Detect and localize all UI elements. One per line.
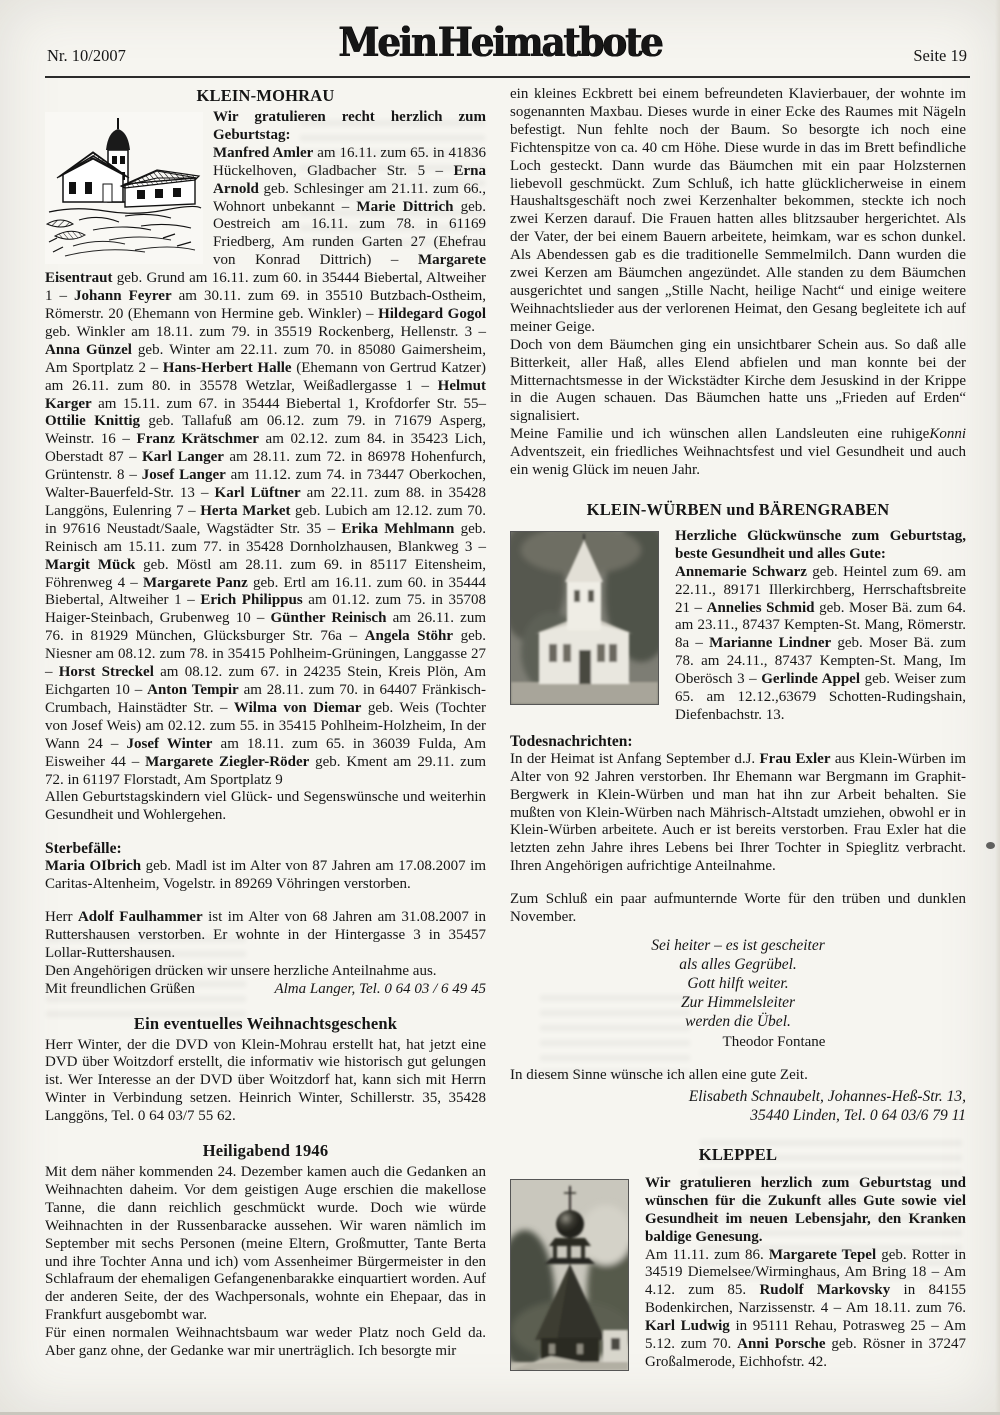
signature-line: 35440 Linden, Tel. 0 64 03/6 79 11 <box>750 1106 966 1124</box>
continuation-text-1: ein kleines Eckbrett bei einem befreundeten Klavierbauer, der wohnte im sogenannten Maxbau. Dieses wurde in einer Ecke des Raumes mit Nägeln befestigt. Nun fehlte noch der Baum. So besorgte ich noch eine Fichtenspitze von ca. 40 cm Höhe. Diese wurde in das im Brett befindliche Loch gesteckt. Dann wurde das Bäumchen mit ein paar Holzsternen liebevoll geschmückt. Zum Schluß, ich hatte glücklicherweise in einem Haushaltsgeschäft noch zwei Kerzenhalter bekommen, steckte ich noch zwei Kerzen darauf. Die Frauen hatten alles blitzsauber hergerichtet. Als der Vater, der bei einem Bauern arbeitete, heimkam, war es schon dunkel. Als Abendessen gab es die traditionelle Semmelmilch. Dann wurden die zwei Kerzen am Bäumchen angezündet. Alle standen zu dem Bäumchen ausgerichtet und sangen „Stille Nacht, heilige Nacht“ und einige weitere Weihnachtslieder aus der verlorenen Heimat, den Gesang begleitete ich auf meiner Geige. <box>510 86 966 335</box>
signature-schnaubelt <box>510 1087 966 1125</box>
klein-mohrau-intro: Wir gratulieren recht herzlich zum Geburtstag: <box>213 109 486 143</box>
section-klein-mohrau <box>45 109 486 825</box>
closing-wish: In diesem Sinne wünsche ich allen eine gute Zeit. <box>510 1066 808 1083</box>
todesnachrichten-title: Todesnachrichten: <box>510 732 633 750</box>
section-heiligabend-continuation <box>510 86 966 480</box>
poem-line: Gott hilft weiter. <box>687 974 789 992</box>
kleppel-birthday-list: Am 11.11. zum 86. Margarete Tepel geb. Rotter in 34519 Diemelsee/Wirminghaus, Am Bring 18 – Am 4.12. zum 85. Rudolf Markovsky in 84155 Bodenkirchen, Narzissenstr. 4 – Am 18.11. zum 76. Karl Ludwig in 95111 Rehau, Potrasweg 25 – Am 5.12. zum 70. Anni Porsche geb. Rösner in 37247 Großalmerode, Eichhofstr. 42. <box>645 1246 967 1370</box>
todesnachrichten-exler: In der Heimat ist Anfang September d.J. Frau Exler aus Klein-Würben im Alter von 92 Jahren verstorben. Ihr Ehemann war Bergmann im Graphit-Bergwerk in Klein-Würben und man hat ihn zur Arbeit behalten. Sie mußten von Klein-Würben nach Mährisch-Altstadt umziehen, obwohl er in Klein-Würben arbeitete. Auch er ist bereits verstorben. Frau Exler hat die letzten zehn Jahre ihres Lebens bei Ihrer Tochter in Spieglitz verbracht. Ihren Angehörigen aufrichtige Anteilnahme. <box>510 750 966 875</box>
todesnachrichten-november: Zum Schluß ein paar aufmunternde Worte für den trüben und dunklen November. <box>510 891 966 926</box>
section-heiligabend <box>45 1141 486 1361</box>
issue-number: Nr. 10/2007 <box>47 46 126 65</box>
poem-line: Sei heiter – es ist gescheiter <box>651 936 825 954</box>
klein-wuerben-birthday-list: Annemarie Schwarz geb. Heintel zum 69. am 22.11., 89171 Illerkirchberg, Herrschaftsbreite 21 – Annelies Schmid geb. Moser Bä. zum 64. am 23.11., 87437 Kempten-St. Mang, Römerstr. 8a – Marianne Lindner geb. Moser Bä. zum 78. am 24.11., 87437 Kempten-St. Mang, Im Oberösch 3 – Gerlinde Appel geb. Weiser zum 65. am 12.12.,63679 Schotten-Rudingshain, Diefenbachstr. 13. <box>675 563 967 723</box>
sterbefaelle-olbrich: Maria OIbrich geb. Madl ist im Alter von 87 Jahren am 17.08.2007 im Caritas-Altenheim, Vogelstr. in 89269 Vöhringen verstorben. <box>45 858 486 893</box>
heiligabend-title: Heiligabend 1946 <box>202 1141 329 1161</box>
sterbefaelle-title: Sterbefälle: <box>45 840 122 858</box>
sterbefaelle-condolence: Den Angehörigen drücken wir unsere herzliche Anteilnahme aus. <box>45 962 437 979</box>
section-todesnachrichten <box>510 733 966 927</box>
right-column <box>510 86 966 1375</box>
poem-fontane <box>510 936 966 1052</box>
section-weihnachtsgeschenk <box>45 1014 486 1127</box>
poem-line: Zur Himmelsleiter <box>680 993 796 1011</box>
author-konni: Konni <box>929 426 966 443</box>
weihnachtsgeschenk-title: Ein eventuelles Weihnachtsgeschenk <box>133 1013 398 1033</box>
klein-wuerben-title: KLEIN-WÜRBEN und BÄRENGRABEN <box>586 499 890 519</box>
kleppel-intro: Wir gratulieren herzlich zum Geburtstag und wünschen für die Zukunft alles Gute sowie viel Gesundheit im neuen Lebensjahr, den Kranken baldige Genesung. <box>645 1174 966 1245</box>
kleppel-bell-tower-photo <box>510 1179 629 1371</box>
weihnachtsgeschenk-text: Herr Winter, der die DVD von Klein-Mohrau erstellt hat, hat jetzt eine DVD über Woitzdorf erstellt, die informativ wie historisch gut gelungen ist. Wer Interesse an der DVD über Woitzdorf hat, kann sich mit Herrn Winter in Verbindung setzen. Heinrich Winter, Schillerstr. 35, 35428 Langgöns, Tel. 0 64 03/7 55 62. <box>45 1036 486 1125</box>
sterbefaelle-signature-row <box>45 981 486 999</box>
masthead-logo: Mein Heimatbote <box>338 18 662 66</box>
klein-mohrau-village-drawing <box>45 112 203 264</box>
poem-line: als alles Gegrübel. <box>679 955 797 973</box>
ink-speck <box>986 842 995 849</box>
signature-line: Elisabeth Schnaubelt, Johannes-Heß-Str. 13, <box>688 1087 966 1105</box>
sterbefaelle-faulhammer: Herr Adolf Faulhammer ist im Alter von 68 Jahren am 31.08.2007 in Ruttershausen verstorben. Er wohnte in der Hintergasse 3 in 35457 Lollar-Ruttershausen. <box>45 908 487 961</box>
section-sterbefaelle <box>45 840 486 998</box>
section-klein-wuerben <box>510 500 966 725</box>
klein-wuerben-intro: Herzliche Glückwünsche zum Geburtstag, beste Gesundheit und alles Gute: <box>675 527 966 562</box>
poem-line: werden die Übel. <box>685 1012 791 1030</box>
continuation-text-3: Konni Meine Familie und ich wünschen allen Landsleuten eine ruhige Adventszeit, ein friedliches Weihnachtsfest und viel Gesundheit und auch ein wenig Glück im neuen Jahr. <box>510 426 966 479</box>
section-title-klein-mohrau: KLEIN-MOHRAU <box>196 86 335 105</box>
kleppel-title: KLEPPEL <box>698 1144 778 1164</box>
poem-attribution: Theodor Fontane <box>722 1033 826 1050</box>
continuation-text-2: Doch von dem Bäumchen ging ein unsichtbarer Schein aus. So daß alle Bitterkeit, aller Haß, alles Elend abfielen und man konnte bei der Mitternachtsmesse in der Wickstädter Kirche dem Jesuskind in der Krippe in die Augen schauen. Das Bäumchen hatte uns „Frieden auf Erden“ signalisiert. <box>510 336 966 425</box>
section-closing <box>510 1067 966 1125</box>
heiligabend-text-1: Mit dem näher kommenden 24. Dezember kamen auch die Gedanken an Weihnachten daheim. Vor dem geistigen Auge erschien die makellose Tanne, die dann reichlich geschmückt wurde. Doch wie würde Weihnachten in der Russenbaracke aussehen. Wir waren nämlich im September mit sechs Personen (meine Eltern, Großmutter, Tante Berta und ihre Tochter Anna und ich) vom Assenheimer Bürgermeister in den Schlafraum der ehemaligen Gefangenenbarakke einquartiert worden. Auf der anderen Seite, der des Wachpersonals, wohnte ein Ehepaar, das in Frankfurt ausgebombt war. <box>45 1164 486 1324</box>
scan-edge <box>995 0 1000 1412</box>
heiligabend-text-2: Für einen normalen Weihnachtsbaum war weder Platz noch Geld da. Aber ganz ohne, der Gedanke war mir unerträglich. Ich besorgte mir <box>45 1325 486 1360</box>
section-kleppel <box>510 1145 966 1375</box>
page-number: Seite 19 <box>913 46 967 65</box>
klein-wuerben-church-photo <box>510 531 659 705</box>
left-column <box>45 86 486 1361</box>
klein-mohrau-birthday-list: Manfred Amler am 16.11. zum 65. in 41836 Hückelhoven, Gladbacher Str. 5 – Erna Arnold geb. Schlesinger am 21.11. zum 66., Wohnort unbekannt – Marie Dittrich geb. Oestreich am 16.11. zum 78. in 61169 Friedberg, Am runden Garten 27 (Ehefrau von Konrad Dittrich) – Margarete Eisentraut geb. Grund am 16.11. zum 60. in 35444 Biebertal, Altweiher 1 – Johann Feyrer am 30.11. zum 69. in 35510 Butzbach-Ostheim, Römerstr. 20 (Ehemann von Hermine geb. Winkler) – Hildegard Gogol geb. Winkler am 18.11. zum 79. in 35519 Rockenberg, Hellenstr. 3 – Anna Günzel geb. Winter am 22.11. zum 70. in 85080 Gaimersheim, Am Sportplatz 2 – Hans-Herbert Halle (Ehemann von Gertrud Katzer) am 26.11. zum 80. in 35578 Wetzlar, Weißadlergasse 1 – Helmut Karger am 15.11. zum 67. in 35444 Biebertal 1, Krofdorfer Str. 55– Ottilie Knittig geb. Tallafuß am 06.12. zum 79. in 71679 Asperg, Weinstr. 16 – Franz Krätschmer am 02.12. zum 84. in 35423 Lich, Oberstadt 87 – Karl Langer am 28.11. zum 72. in 86978 Hohenfurch, Grüntenstr. 8 – Josef Langer am 11.12. zum 74. in 73447 Oberkochen, Walter-Bauerfeld-Str. 13 – Karl Lüftner am 22.11. zum 88. in 35428 Langgöns, Eulenring 7 – Herta Market geb. Lubich am 12.12. zum 70. in 97616 Neustadt/Saale, Wagstädter Str. 35 – Erika Mehlmann geb. Reinisch am 15.11. zum 77. in 35428 Dornholzhausen, Blankweg 3 – Margit Mück geb. Möstl am 28.11. zum 69. in 85117 Eitensheim, Föhrenweg 4 – Margarete Panz geb. Ertl am 16.11. zum 60. in 35444 Biebertal, Altweiher 1 – Erich Philippus am 01.12. zum 75. in 35708 Haiger-Steinbach, Grubenweg 10 – Günther Reinisch am 26.11. zum 76. in 81929 München, Glücksburger Str. 76a – Angela Stöhr geb. Niesner am 08.12. zum 78. in 35415 Pohlheim-Grüningen, Langgasse 27 – Horst Streckel am 08.12. zum 67. in 24235 Stein, Kreis Plön, Am Eichgarten 10 – Anton Tempir am 28.11. zum 70. in 64407 Fränkisch-Crumbach, Hainstädter Str. – Wilma von Diemar geb. Weis (Tochter von Josef Weis) am 02.12. zum 55. in 35415 Pohlheim-Holzheim, In der Wann 24 – Josef Winter am 18.11. zum 65. in 36039 Fulda, Am Eisweiher 44 – Margarete Ziegler-Röder geb. Kment am 29.11. zum 72. in 61197 Florstadt, Am Sportplatz 9 <box>45 144 487 788</box>
greeting-text: Mit freundlichen Grüßen <box>45 980 195 997</box>
contact-alma-langer: Alma Langer, Tel. 0 64 03 / 6 49 45 <box>274 980 486 997</box>
klein-mohrau-closing: Allen Geburtstagskindern viel Glück- und Segenswünsche und weiterhin Gesundheit und Wohlergehen. <box>45 789 486 824</box>
header-divider <box>45 76 970 78</box>
